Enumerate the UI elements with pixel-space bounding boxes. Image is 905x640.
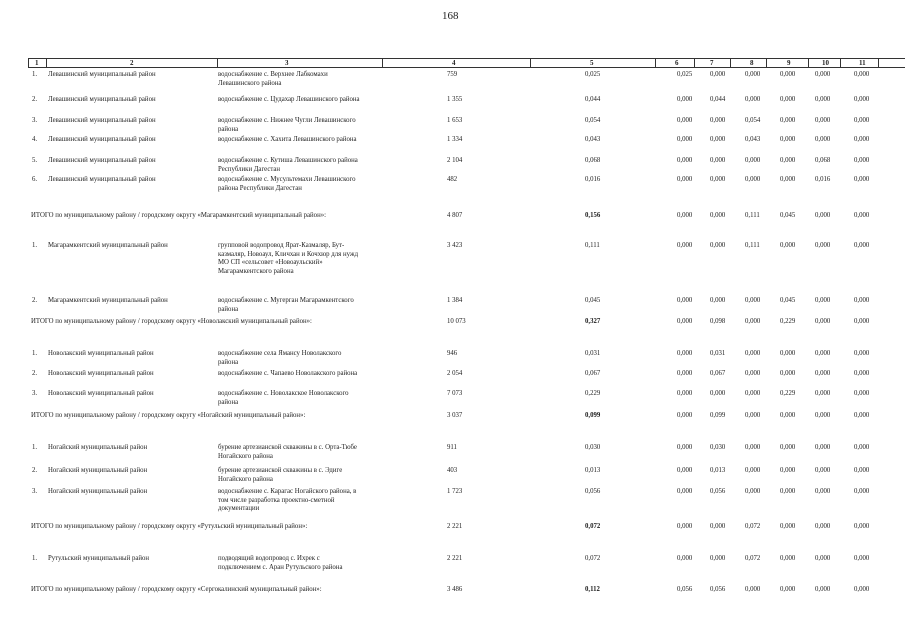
cell-c4: 1 334 — [447, 136, 463, 143]
cell-c5: 0,030 — [585, 444, 601, 451]
row-description: подключением с. Аран Рутульского района — [218, 563, 343, 571]
cell-c11: 0,000 — [854, 488, 870, 495]
cell-c7: 0,013 — [710, 467, 726, 474]
row-description: района Республики Дагестан — [218, 184, 302, 192]
cell-c11: 0,000 — [854, 71, 870, 78]
cell-c9: 0,000 — [780, 176, 796, 183]
cell-c6: 0,000 — [677, 412, 693, 419]
total-row-label: ИТОГО по муниципальному району / городскому округу «Сергокалинский муниципальный район»: — [31, 586, 322, 593]
header-col-divider — [808, 58, 809, 68]
cell-c7: 0,000 — [710, 212, 726, 219]
cell-c5: 0,112 — [585, 586, 600, 593]
cell-c7: 0,056 — [710, 586, 726, 593]
row-description: подводящий водопровод с. Ихрек с — [218, 555, 320, 562]
cell-c5: 0,229 — [585, 390, 601, 397]
cell-c7: 0,000 — [710, 136, 726, 143]
header-col-divider — [530, 58, 531, 68]
header-col-divider — [46, 58, 47, 68]
cell-c6: 0,056 — [677, 586, 693, 593]
cell-c7: 0,067 — [710, 370, 726, 377]
cell-c7: 0,000 — [710, 297, 726, 304]
page-number: 168 — [442, 10, 459, 22]
cell-c11: 0,000 — [854, 318, 870, 325]
cell-c6: 0,000 — [677, 488, 693, 495]
cell-c5: 0,156 — [585, 212, 601, 219]
row-description: Ногайского района — [218, 452, 273, 460]
cell-c8: 0,072 — [745, 523, 761, 530]
cell-c5: 0,072 — [585, 523, 601, 530]
cell-c6: 0,000 — [677, 176, 693, 183]
cell-c5: 0,025 — [585, 71, 601, 78]
cell-c9: 0,229 — [780, 318, 796, 325]
cell-c9: 0,045 — [780, 212, 796, 219]
header-rule — [28, 58, 905, 59]
cell-c7: 0,000 — [710, 242, 726, 249]
cell-c7: 0,000 — [710, 71, 726, 78]
row-district: Ногайский муниципальный район — [48, 467, 148, 474]
cell-c4: 10 073 — [447, 318, 466, 325]
cell-c7: 0,031 — [710, 350, 726, 357]
cell-c5: 0,056 — [585, 488, 601, 495]
cell-c11: 0,000 — [854, 523, 870, 530]
column-header-10: 10 — [822, 59, 829, 67]
cell-c11: 0,000 — [854, 412, 870, 419]
cell-c7: 0,000 — [710, 390, 726, 397]
cell-c10: 0,000 — [815, 297, 831, 304]
cell-c11: 0,000 — [854, 157, 870, 164]
cell-c8: 0,054 — [745, 117, 761, 124]
cell-c7: 0,000 — [710, 555, 726, 562]
row-description: документации — [218, 505, 260, 512]
column-header-2: 2 — [130, 59, 134, 67]
row-description: водоснабжение с. Нижнее Чугли Левашинского — [218, 117, 356, 124]
cell-c9: 0,000 — [780, 488, 796, 495]
cell-c8: 0,072 — [745, 555, 761, 562]
column-header-9: 9 — [787, 59, 791, 67]
row-number: 5. — [32, 157, 38, 164]
cell-c9: 0,000 — [780, 586, 796, 593]
cell-c9: 0,229 — [780, 390, 796, 397]
row-description: водоснабжение с. Верхнее Лабкомахи — [218, 71, 328, 78]
row-district: Левашинский муниципальный район — [48, 176, 156, 183]
row-number: 1. — [32, 242, 38, 249]
cell-c8: 0,000 — [745, 488, 761, 495]
row-district: Ногайский муниципальный район — [48, 444, 148, 451]
cell-c4: 2 221 — [447, 555, 463, 562]
cell-c10: 0,000 — [815, 318, 831, 325]
column-header-4: 4 — [452, 59, 456, 67]
cell-c4: 1 384 — [447, 297, 463, 304]
cell-c8: 0,000 — [745, 370, 761, 377]
row-district: Новолакский муниципальный район — [48, 390, 154, 397]
cell-c4: 7 073 — [447, 390, 463, 397]
column-header-3: 3 — [285, 59, 289, 67]
row-description: Республики Дагестан — [218, 165, 281, 173]
cell-c10: 0,000 — [815, 117, 831, 124]
cell-c5: 0,327 — [585, 318, 601, 325]
cell-c4: 3 423 — [447, 242, 463, 249]
row-description: Ногайского района — [218, 475, 273, 483]
cell-c8: 0,000 — [745, 390, 761, 397]
cell-c5: 0,045 — [585, 297, 601, 304]
row-number: 2. — [32, 297, 38, 304]
header-col-divider — [382, 58, 383, 68]
row-district: Левашинский муниципальный район — [48, 71, 156, 78]
cell-c10: 0,000 — [815, 350, 831, 357]
total-row-label: ИТОГО по муниципальному району / городскому округу «Ногайский муниципальный район»: — [31, 412, 306, 419]
row-description: водоснабжение с. Мугерган Магарамкентского — [218, 297, 354, 304]
cell-c11: 0,000 — [854, 212, 870, 219]
cell-c10: 0,000 — [815, 467, 831, 474]
cell-c4: 1 723 — [447, 488, 463, 495]
header-rule — [28, 67, 905, 68]
cell-c5: 0,067 — [585, 370, 601, 377]
cell-c11: 0,000 — [854, 350, 870, 357]
cell-c9: 0,000 — [780, 136, 796, 143]
row-description: водоснабжение села Ямансу Новолакского — [218, 350, 342, 357]
cell-c6: 0,000 — [677, 444, 693, 451]
row-number: 4. — [32, 136, 38, 143]
cell-c8: 0,000 — [745, 467, 761, 474]
cell-c7: 0,030 — [710, 444, 726, 451]
cell-c6: 0,000 — [677, 555, 693, 562]
row-district: Новолакский муниципальный район — [48, 350, 154, 357]
cell-c8: 0,000 — [745, 412, 761, 419]
row-number: 3. — [32, 488, 38, 495]
row-number: 1. — [32, 444, 38, 451]
cell-c5: 0,044 — [585, 96, 601, 103]
cell-c4: 3 486 — [447, 586, 463, 593]
row-number: 3. — [32, 117, 38, 124]
cell-c8: 0,000 — [745, 176, 761, 183]
row-description: района — [218, 358, 239, 366]
cell-c10: 0,000 — [815, 523, 831, 530]
row-number: 2. — [32, 467, 38, 474]
cell-c8: 0,000 — [745, 318, 761, 325]
column-header-5: 5 — [590, 59, 594, 67]
cell-c9: 0,000 — [780, 96, 796, 103]
cell-c5: 0,031 — [585, 350, 601, 357]
row-description: бурение артезианской скважины в с. Орта-Тюбе — [218, 444, 357, 451]
cell-c5: 0,054 — [585, 117, 601, 124]
cell-c10: 0,000 — [815, 390, 831, 397]
cell-c7: 0,044 — [710, 96, 726, 103]
cell-c10: 0,000 — [815, 242, 831, 249]
cell-c9: 0,000 — [780, 157, 796, 164]
cell-c4: 1 653 — [447, 117, 463, 124]
cell-c8: 0,111 — [745, 242, 760, 249]
cell-c10: 0,000 — [815, 370, 831, 377]
cell-c4: 2 054 — [447, 370, 463, 377]
header-col-divider — [217, 58, 218, 68]
cell-c11: 0,000 — [854, 467, 870, 474]
row-number: 1. — [32, 71, 38, 78]
cell-c9: 0,000 — [780, 523, 796, 530]
row-district: Левашинский муниципальный район — [48, 157, 156, 164]
cell-c6: 0,000 — [677, 117, 693, 124]
row-district: Левашинский муниципальный район — [48, 96, 156, 103]
row-district: Магарамкентский муниципальный район — [48, 242, 168, 249]
cell-c10: 0,000 — [815, 488, 831, 495]
cell-c11: 0,000 — [854, 390, 870, 397]
cell-c10: 0,000 — [815, 136, 831, 143]
row-number: 3. — [32, 390, 38, 397]
header-col-divider — [28, 58, 29, 68]
row-number: 1. — [32, 350, 38, 357]
row-description: водоснабжение с. Карагас Ногайского района, в — [218, 488, 357, 495]
cell-c10: 0,000 — [815, 555, 831, 562]
cell-c7: 0,098 — [710, 318, 726, 325]
row-description: водоснабжение с. Чапаево Новолакского района — [218, 370, 358, 377]
cell-c10: 0,016 — [815, 176, 831, 183]
cell-c10: 0,000 — [815, 212, 831, 219]
header-col-divider — [878, 58, 879, 68]
header-col-divider — [694, 58, 695, 68]
cell-c7: 0,000 — [710, 523, 726, 530]
cell-c10: 0,000 — [815, 444, 831, 451]
cell-c11: 0,000 — [854, 242, 870, 249]
cell-c4: 403 — [447, 467, 458, 474]
row-description: водоснабжение с. Цудахар Левашинского района — [218, 96, 360, 103]
row-description: водоснабжение с. Новолакское Новолакского — [218, 390, 349, 397]
cell-c7: 0,000 — [710, 176, 726, 183]
cell-c6: 0,000 — [677, 318, 693, 325]
row-description: Магарамкентского района — [218, 267, 294, 275]
cell-c11: 0,000 — [854, 370, 870, 377]
cell-c6: 0,000 — [677, 96, 693, 103]
cell-c4: 1 355 — [447, 96, 463, 103]
cell-c9: 0,000 — [780, 412, 796, 419]
cell-c9: 0,000 — [780, 242, 796, 249]
row-description: групповой водопровод Ярат-Казмаляр, Бут- — [218, 242, 345, 249]
cell-c9: 0,000 — [780, 370, 796, 377]
cell-c11: 0,000 — [854, 96, 870, 103]
cell-c5: 0,099 — [585, 412, 601, 419]
total-row-label: ИТОГО по муниципальному району / городскому округу «Рутульский муниципальный район»: — [31, 523, 308, 530]
cell-c6: 0,000 — [677, 297, 693, 304]
cell-c6: 0,025 — [677, 71, 693, 78]
cell-c4: 2 221 — [447, 523, 463, 530]
cell-c8: 0,000 — [745, 157, 761, 164]
cell-c4: 3 037 — [447, 412, 463, 419]
row-district: Ногайский муниципальный район — [48, 488, 148, 495]
cell-c11: 0,000 — [854, 176, 870, 183]
row-number: 2. — [32, 96, 38, 103]
cell-c6: 0,000 — [677, 242, 693, 249]
cell-c4: 759 — [447, 71, 458, 78]
cell-c8: 0,000 — [745, 350, 761, 357]
cell-c6: 0,000 — [677, 136, 693, 143]
header-col-divider — [766, 58, 767, 68]
total-row-label: ИТОГО по муниципальному району / городскому округу «Новолакский муниципальный район»: — [31, 318, 312, 325]
cell-c8: 0,043 — [745, 136, 761, 143]
total-row-label: ИТОГО по муниципальному району / городскому округу «Магарамкентский муниципальный район»: — [31, 212, 327, 219]
row-description: МО СП «сельсовет «Новоаульский» — [218, 259, 323, 266]
cell-c5: 0,013 — [585, 467, 601, 474]
cell-c4: 4 807 — [447, 212, 463, 219]
row-district: Левашинский муниципальный район — [48, 117, 156, 124]
cell-c8: 0,000 — [745, 586, 761, 593]
cell-c5: 0,068 — [585, 157, 601, 164]
row-description: района — [218, 305, 239, 313]
row-description: том числе разработка проектно-сметной — [218, 496, 335, 504]
cell-c4: 2 104 — [447, 157, 463, 164]
cell-c4: 482 — [447, 176, 458, 183]
cell-c6: 0,000 — [677, 370, 693, 377]
cell-c11: 0,000 — [854, 586, 870, 593]
cell-c10: 0,000 — [815, 71, 831, 78]
cell-c7: 0,000 — [710, 157, 726, 164]
cell-c10: 0,000 — [815, 412, 831, 419]
row-description: бурение артезианской скважины в с. Эдиге — [218, 467, 343, 474]
cell-c9: 0,000 — [780, 467, 796, 474]
cell-c9: 0,000 — [780, 555, 796, 562]
column-header-7: 7 — [710, 59, 714, 67]
column-header-11: 11 — [859, 59, 866, 67]
cell-c11: 0,000 — [854, 297, 870, 304]
cell-c6: 0,000 — [677, 523, 693, 530]
cell-c11: 0,000 — [854, 117, 870, 124]
row-description: района — [218, 125, 239, 133]
row-district: Магарамкентский муниципальный район — [48, 297, 168, 304]
cell-c5: 0,072 — [585, 555, 601, 562]
cell-c5: 0,043 — [585, 136, 601, 143]
row-district: Рутульский муниципальный район — [48, 555, 150, 562]
column-header-6: 6 — [675, 59, 679, 67]
cell-c9: 0,000 — [780, 71, 796, 78]
cell-c5: 0,016 — [585, 176, 601, 183]
cell-c7: 0,056 — [710, 488, 726, 495]
cell-c4: 911 — [447, 444, 457, 451]
column-header-1: 1 — [35, 59, 39, 67]
row-district: Новолакский муниципальный район — [48, 370, 154, 377]
row-number: 1. — [32, 555, 38, 562]
row-description: казмаляр, Новоаул, Кличхан и Кочхюр для нужд — [218, 250, 359, 258]
cell-c11: 0,000 — [854, 555, 870, 562]
column-header-8: 8 — [750, 59, 754, 67]
cell-c8: 0,000 — [745, 96, 761, 103]
row-district: Левашинский муниципальный район — [48, 136, 156, 143]
header-col-divider — [840, 58, 841, 68]
row-description: района — [218, 398, 239, 406]
row-description: Левашинского района — [218, 79, 282, 87]
header-col-divider — [730, 58, 731, 68]
cell-c5: 0,111 — [585, 242, 600, 249]
cell-c11: 0,000 — [854, 444, 870, 451]
cell-c8: 0,000 — [745, 444, 761, 451]
cell-c6: 0,000 — [677, 157, 693, 164]
cell-c6: 0,000 — [677, 350, 693, 357]
cell-c7: 0,000 — [710, 117, 726, 124]
cell-c6: 0,000 — [677, 390, 693, 397]
cell-c9: 0,000 — [780, 350, 796, 357]
row-description: водоснабжение с. Кутиша Левашинского района — [218, 157, 358, 164]
cell-c10: 0,068 — [815, 157, 831, 164]
cell-c4: 946 — [447, 350, 458, 357]
cell-c7: 0,099 — [710, 412, 726, 419]
cell-c10: 0,000 — [815, 96, 831, 103]
row-number: 6. — [32, 176, 38, 183]
row-description: водоснабжение с. Мусультемахи Левашинского — [218, 176, 356, 183]
cell-c11: 0,000 — [854, 136, 870, 143]
cell-c6: 0,000 — [677, 467, 693, 474]
cell-c8: 0,000 — [745, 71, 761, 78]
cell-c6: 0,000 — [677, 212, 693, 219]
row-number: 2. — [32, 370, 38, 377]
cell-c9: 0,000 — [780, 117, 796, 124]
cell-c9: 0,000 — [780, 444, 796, 451]
cell-c9: 0,045 — [780, 297, 796, 304]
cell-c10: 0,000 — [815, 586, 831, 593]
cell-c8: 0,111 — [745, 212, 760, 219]
header-col-divider — [655, 58, 656, 68]
cell-c8: 0,000 — [745, 297, 761, 304]
row-description: водоснабжение с. Хахита Левашинского района — [218, 136, 357, 143]
